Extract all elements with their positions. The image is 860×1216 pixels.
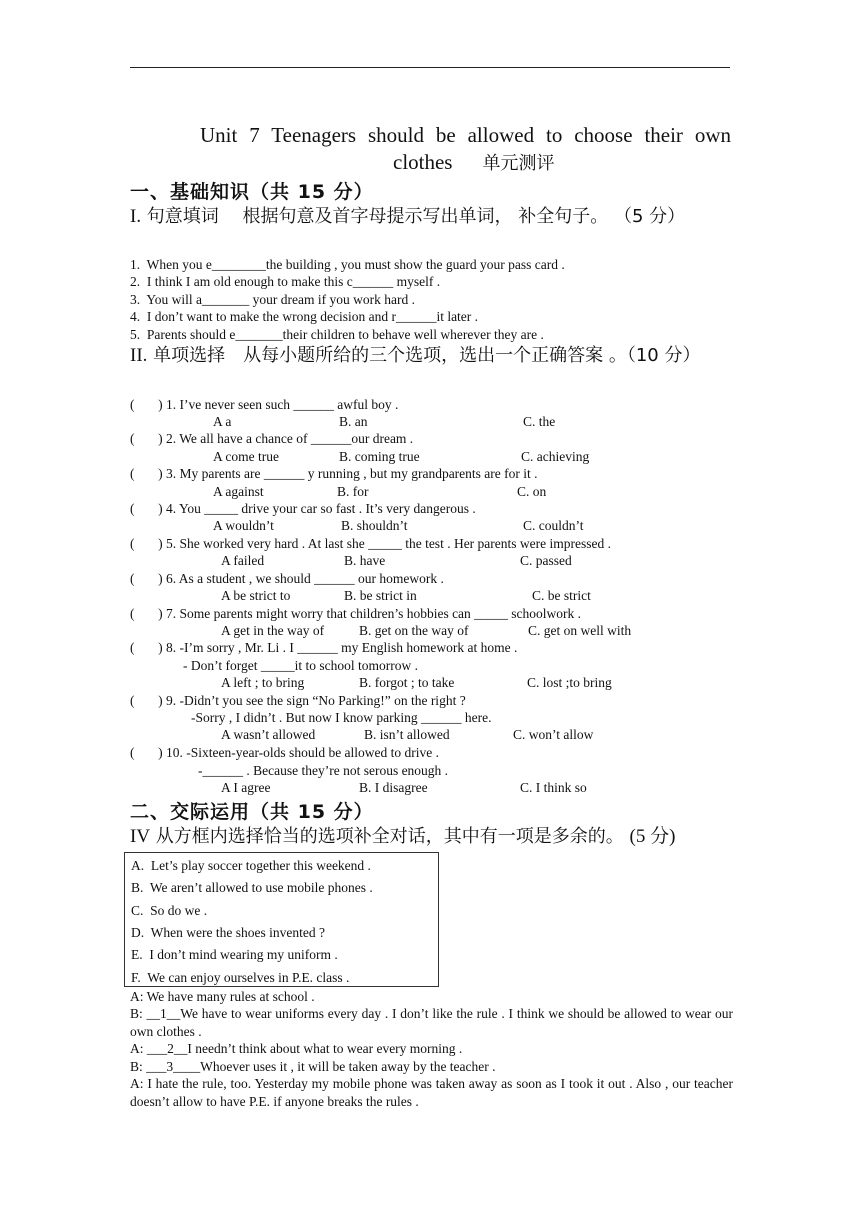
fill-item: 4. I don’t want to make the wrong decision and r______it later .	[130, 309, 479, 324]
question-1: ( ) 1. I’ve never seen such ______ awful boy .	[130, 397, 399, 412]
q8-response: - Don’t forget _____it to school tomorrow .	[183, 658, 418, 673]
q5-option-a: A failed	[221, 553, 265, 568]
document-title: Unit 7 Teenagers should be allowed to choose their own	[200, 123, 731, 147]
dialogue-line: A: We have many rules at school .	[130, 989, 315, 1004]
part-IV-instructions: 从方框内选择恰当的选项补全对话，其中有一项是多余的。	[150, 826, 624, 847]
q10-response: -______ . Because they’re not serous enough .	[198, 763, 449, 778]
q4-option-c: C. couldn’t	[523, 518, 584, 533]
dialogue-line: B: __1__We have to wear uniforms every day . I don’t like the rule . I think we should be allowed to wear our own clothes .	[130, 1006, 733, 1039]
dialogue-line: A: ___2__I needn’t think about what to wear every morning .	[130, 1041, 463, 1056]
q9-option-a: A wasn’t allowed	[221, 727, 316, 742]
q2-option-a: A come true	[213, 449, 279, 464]
question-2: ( ) 2. We all have a chance of ______our dream .	[130, 431, 414, 446]
question-4: ( ) 4. You _____ drive your car so fast . It’s very dangerous .	[130, 501, 476, 516]
part-IV-points: (5 分)	[629, 826, 676, 847]
part-II-instructions: 单项选择 从每小题所给的三个选项，选出一个正确答案 。（10 分）	[147, 345, 701, 366]
part-I-heading	[130, 204, 731, 230]
q1-option-a: A a	[213, 414, 232, 429]
header-rule	[130, 67, 730, 68]
q4-option-b: B. shouldn’t	[341, 518, 408, 533]
part-II-heading	[130, 343, 731, 369]
part-IV-number: IV	[130, 826, 151, 847]
box-option-e: E. I don’t mind wearing my uniform .	[131, 947, 338, 962]
question-5: ( ) 5. She worked very hard . At last she _____ the test . Her parents were impressed .	[130, 536, 612, 551]
part-IV-heading	[130, 824, 731, 850]
q7-option-a: A get in the way of	[221, 623, 325, 638]
question-7: ( ) 7. Some parents might worry that children’s hobbies can _____ schoolwork .	[130, 606, 582, 621]
title-cn: 单元测评	[482, 153, 555, 174]
box-option-c: C. So do we .	[131, 903, 208, 918]
q2-option-b: B. coming true	[339, 449, 420, 464]
title-word: clothes	[393, 150, 453, 174]
box-option-a: A. Let’s play soccer together this weekend .	[131, 858, 371, 873]
question-3: ( ) 3. My parents are ______ y running , but my grandparents are for it .	[130, 466, 538, 481]
q3-option-c: C. on	[517, 484, 547, 499]
q2-option-c: C. achieving	[521, 449, 590, 464]
q7-option-b: B. get on the way of	[359, 623, 469, 638]
box-option-b: B. We aren’t allowed to use mobile phones .	[131, 880, 373, 895]
q6-option-b: B. be strict in	[344, 588, 417, 603]
q9-response: -Sorry , I didn’t . But now I know parking ______ here.	[191, 710, 492, 725]
fill-item: 5. Parents should e_______their children to behave well wherever they are .	[130, 327, 544, 342]
part-I-number: I.	[130, 206, 142, 227]
q3-option-a: A against	[213, 484, 264, 499]
q7-option-c: C. get on well with	[528, 623, 632, 638]
q9-option-b: B. isn’t allowed	[364, 727, 450, 742]
box-option-d: D. When were the shoes invented ?	[131, 925, 325, 940]
fill-item: 1. When you e________the building , you must show the guard your pass card .	[130, 257, 565, 272]
section-1-heading: 一、基础知识（共 15 分）	[130, 181, 374, 203]
q9-option-c: C. won’t allow	[513, 727, 594, 742]
q10-option-b: B. I disagree	[359, 780, 428, 795]
q1-option-b: B. an	[339, 414, 368, 429]
dialogue-line: A: I hate the rule, too. Yesterday my mobile phone was taken away as soon as I took it out . Also , our teacher doesn’t allow to have P.E. if anyone breaks the rules .	[130, 1076, 733, 1109]
box-option-f: F. We can enjoy ourselves in P.E. class .	[131, 970, 350, 985]
document-title-line2	[393, 149, 554, 177]
q8-option-a: A left ; to bring	[221, 675, 305, 690]
part-I-instructions: 句意填词 根据句意及首字母提示写出单词， 补全句子。 （5 分）	[141, 206, 686, 227]
q3-option-b: B. for	[337, 484, 369, 499]
q10-option-a: A I agree	[221, 780, 271, 795]
fill-item: 3. You will a_______ your dream if you work hard .	[130, 292, 415, 307]
q6-option-a: A be strict to	[221, 588, 291, 603]
q5-option-b: B. have	[344, 553, 386, 568]
q5-option-c: C. passed	[520, 553, 572, 568]
q8-option-c: C. lost ;to bring	[527, 675, 612, 690]
part-II-number: II.	[130, 345, 148, 366]
question-10: ( ) 10. -Sixteen-year-olds should be allowed to drive .	[130, 745, 440, 760]
q1-option-c: C. the	[523, 414, 556, 429]
dialogue-line: B: ___3____Whoever uses it , it will be taken away by the teacher .	[130, 1059, 496, 1074]
fill-item: 2. I think I am old enough to make this c______ myself .	[130, 274, 441, 289]
q4-option-a: A wouldn’t	[213, 518, 274, 533]
q6-option-c: C. be strict	[532, 588, 591, 603]
q8-option-b: B. forgot ; to take	[359, 675, 455, 690]
question-9: ( ) 9. -Didn’t you see the sign “No Parking!” on the right ?	[130, 693, 466, 708]
question-8: ( ) 8. -I’m sorry , Mr. Li . I ______ my English homework at home .	[130, 640, 518, 655]
q10-option-c: C. I think so	[520, 780, 587, 795]
section-2-heading: 二、交际运用（共 15 分）	[130, 801, 374, 823]
question-6: ( ) 6. As a student , we should ______ our homework .	[130, 571, 444, 586]
